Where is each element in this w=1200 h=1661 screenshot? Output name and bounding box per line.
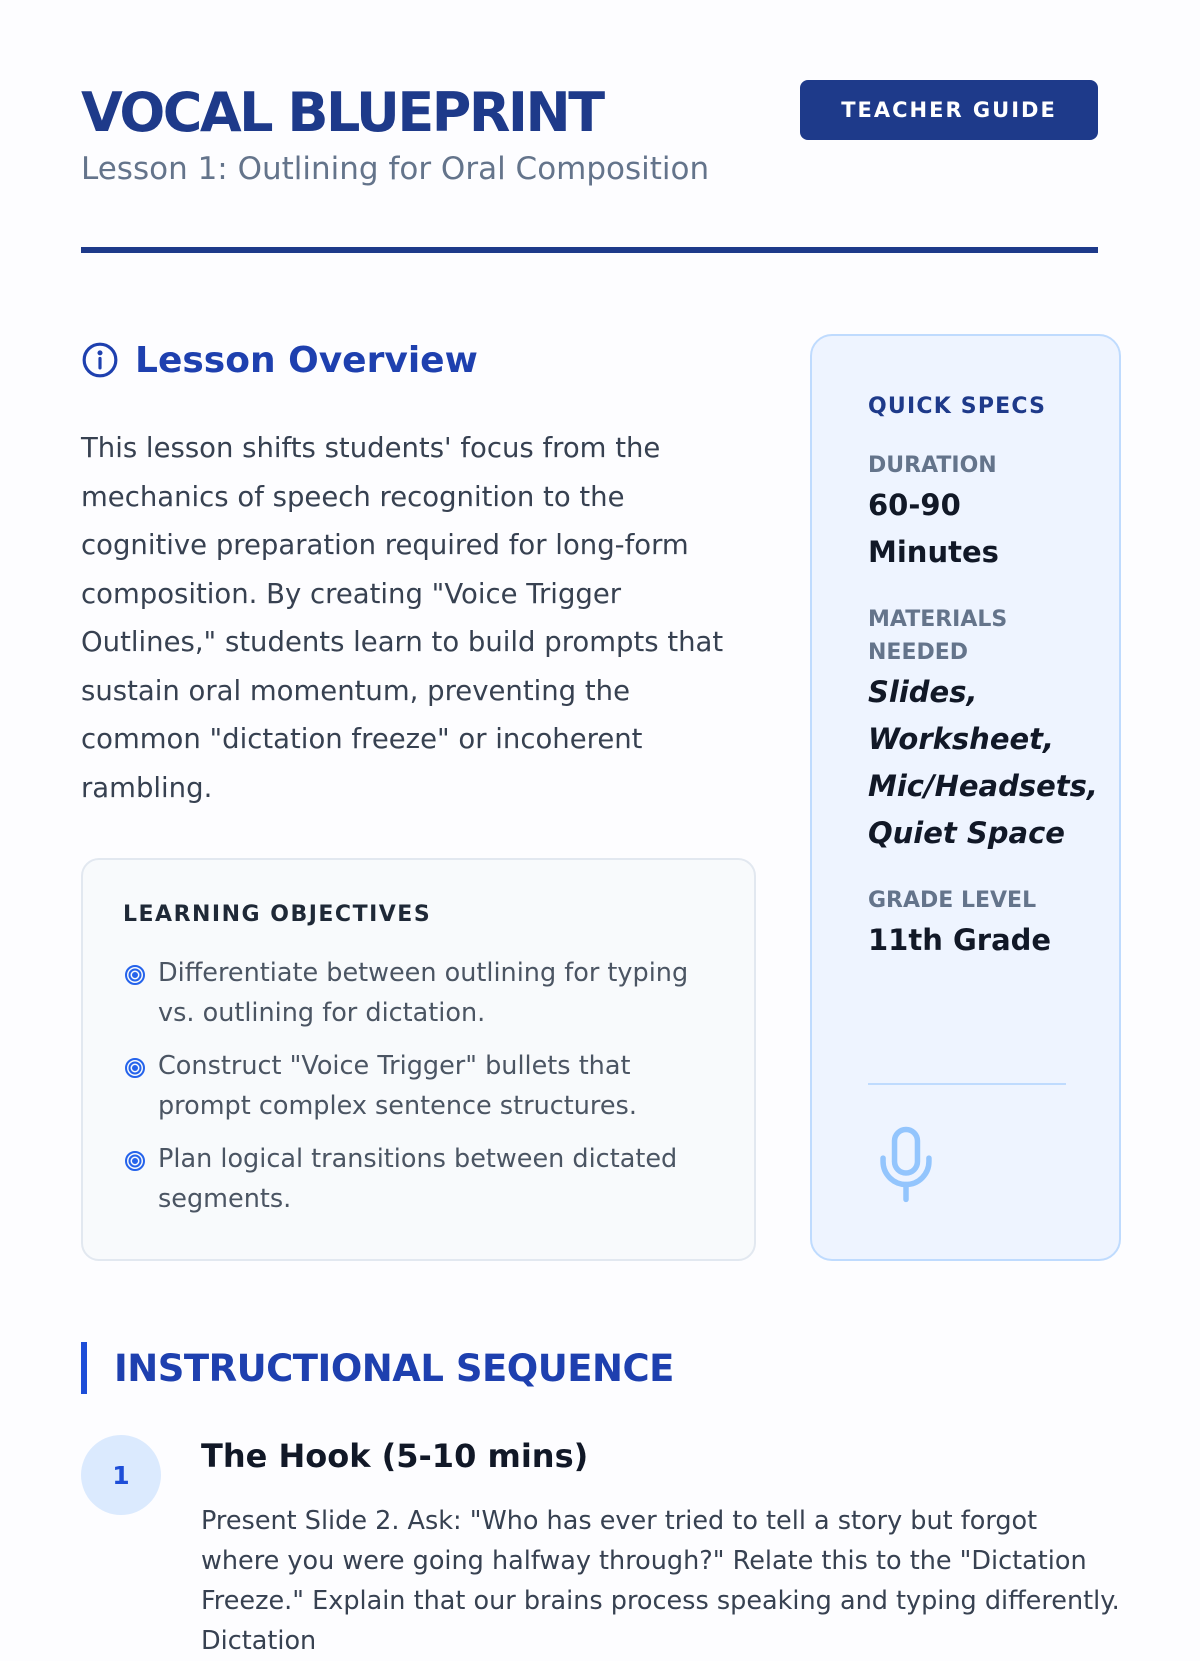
grade-spec	[868, 884, 1077, 964]
teacher-guide-button[interactable]: TEACHER GUIDE	[800, 80, 1098, 140]
learning-objectives-card	[81, 858, 756, 1261]
list-item	[123, 1139, 714, 1219]
duration-spec	[868, 449, 1077, 576]
list-item	[123, 1046, 714, 1126]
duration-label: DURATION	[868, 453, 997, 478]
page-title: VOCAL BLUEPRINT	[81, 81, 603, 144]
sequence-title: INSTRUCTIONAL SEQUENCE	[114, 1346, 674, 1390]
grade-label: GRADE LEVEL	[868, 888, 1037, 913]
target-icon	[123, 1149, 147, 1173]
step-title: The Hook (5-10 mins)	[201, 1437, 589, 1475]
lesson-subtitle: Lesson 1: Outlining for Oral Composition	[81, 151, 710, 187]
overview-heading	[81, 330, 756, 390]
microphone-icon	[878, 1126, 934, 1204]
objective-text: Plan logical transitions between dictated segments.	[158, 1144, 678, 1214]
materials-label: MATERIALS NEEDED	[868, 607, 1008, 665]
target-icon	[123, 963, 147, 987]
target-icon	[123, 1056, 147, 1080]
quick-specs-title: QUICK SPECS	[868, 394, 1047, 419]
info-icon	[81, 341, 119, 379]
materials-spec	[868, 603, 1098, 857]
objective-text: Construct "Voice Trigger" bullets that prompt complex sentence structures.	[158, 1051, 637, 1121]
step-text: Present Slide 2. Ask: "Who has ever tried to tell a story but forgot where you were going halfway through?" Relate this to the "Dictation Freeze." Explain that our brains process speaking and typing differently. Dictation	[201, 1506, 1120, 1656]
page-header	[81, 0, 1098, 253]
specs-divider	[868, 1083, 1066, 1085]
overview-title: Lesson Overview	[135, 339, 478, 381]
overview-text: This lesson shifts students' focus from the mechanics of speech recognition to the cognitive preparation required for long-form composition. By creating "Voice Trigger Outlines," students learn to build prompts that sustain oral momentum, preventing the common "dictation freeze" or incoherent rambling.	[81, 432, 724, 804]
instructional-sequence-heading	[81, 1342, 674, 1394]
step-number-badge: 1	[81, 1435, 161, 1515]
quick-specs-panel	[810, 334, 1121, 1261]
duration-value: 60-90 Minutes	[868, 488, 999, 569]
lesson-overview-section	[81, 330, 756, 812]
objective-text: Differentiate between outlining for typing vs. outlining for dictation.	[158, 958, 689, 1028]
grade-value: 11th Grade	[868, 923, 1052, 957]
objectives-title: LEARNING OBJECTIVES	[123, 902, 432, 927]
list-item	[123, 953, 714, 1033]
materials-value: Slides, Worksheet, Mic/Headsets, Quiet Space	[868, 675, 1098, 850]
